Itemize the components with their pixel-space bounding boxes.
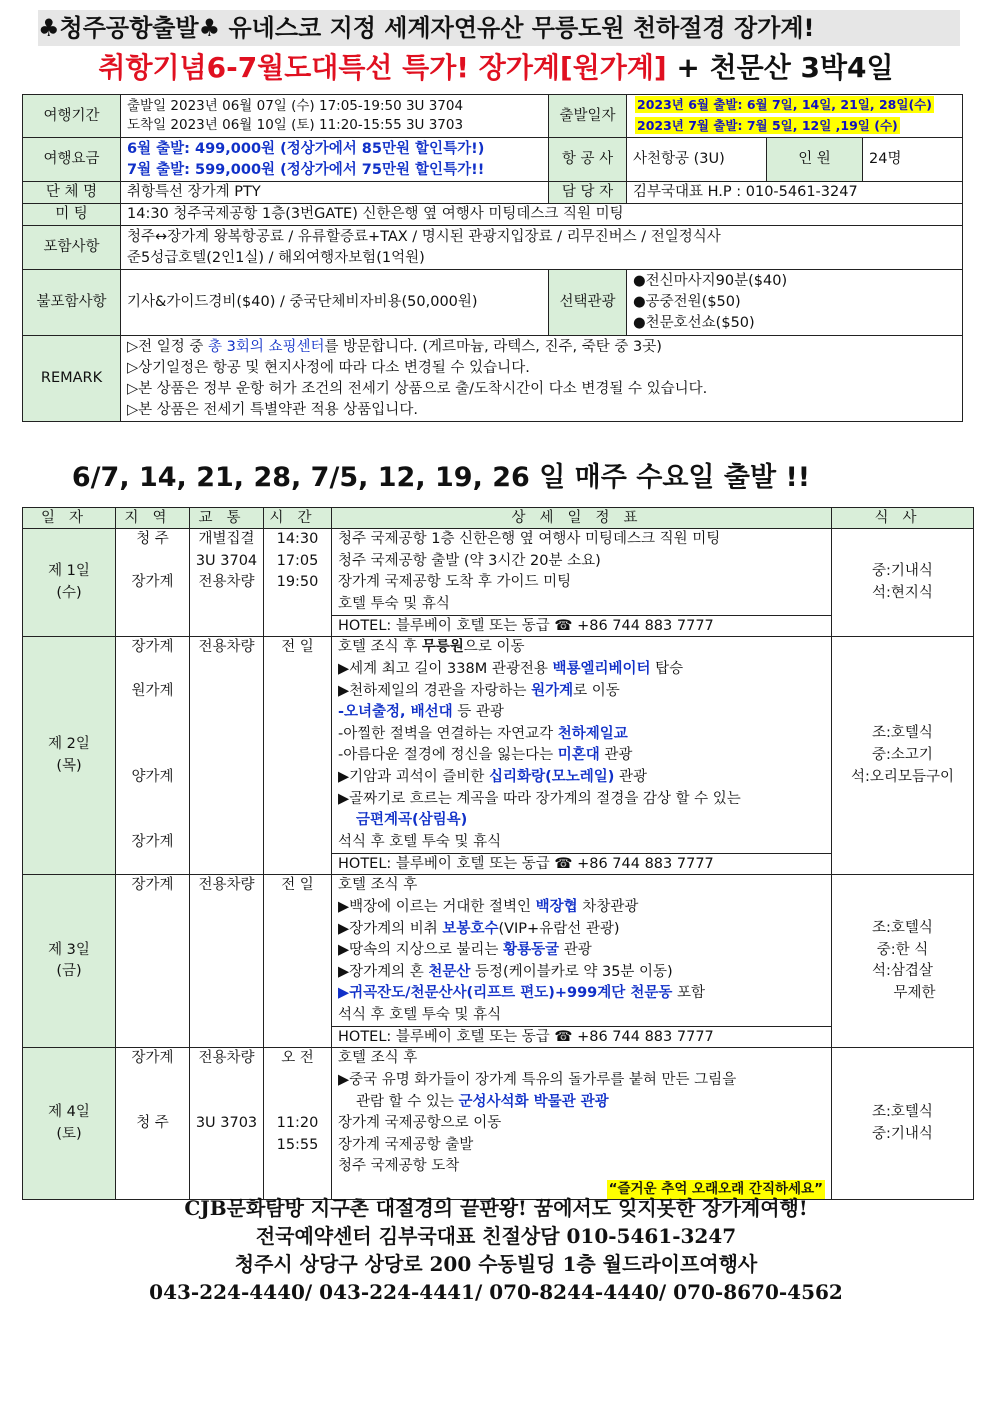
- footer-line2: 전국예약센터 김부국대표 친절상담 010-5461-3247: [255, 1224, 737, 1248]
- depdate-july: 2023년 7월 출발: 7월 5일, 12일 ,19일 (수): [637, 118, 898, 133]
- trip-info-table: [22, 94, 963, 422]
- day2-time: 전 일: [264, 637, 332, 875]
- day1-hotel: HOTEL: 블루베이 호텔 또는 동급 ☎ +86 744 883 7777: [332, 616, 832, 637]
- closing-quote: “즐거운 추억 오래오래 간직하세요”: [608, 1181, 823, 1198]
- header-meal: 식사: [832, 508, 974, 529]
- opt-item: ●전신마사지90분($40): [633, 273, 788, 289]
- day2-regions: 장가계 원가계 양가계 장가계: [116, 637, 190, 875]
- people-label: 인 원: [767, 138, 863, 182]
- depdate-june: 2023년 6월 출발: 6월 7일, 14일, 21일, 28일(수): [637, 97, 932, 112]
- day3-time: 전 일: [264, 875, 332, 1048]
- airline-value: 사천항공 (3U): [627, 138, 767, 182]
- footer-line3: 청주시 상당구 상당로 200 수동빌딩 1층 월드라이프여행사: [234, 1252, 758, 1276]
- opt-label: 선택관광: [549, 270, 627, 336]
- remark-line1: ▷전 일정 중 총 3회의 쇼핑센터를 방문합니다. (게르마늄, 라텍스, 진주, 죽탄 중 3곳): [127, 338, 662, 355]
- price-july: 7월 출발: 599,000원 (정상가에서 75만원 할인특가!!: [127, 161, 485, 178]
- incl-line2: 준5성급호텔(2인1실) / 해외여행자보험(1억원): [127, 249, 425, 266]
- manager-value: 김부국대표 H.P : 010-5461-3247: [627, 182, 963, 204]
- day3-hotel: HOTEL: 블루베이 호텔 또는 동급 ☎ +86 744 883 7777: [332, 1027, 832, 1048]
- day4-regions: 장가계 청 주: [116, 1048, 190, 1200]
- title-black: + 천문산 3박4일: [666, 51, 894, 84]
- day4-meals: 조:호텔식 중:기내식: [832, 1048, 974, 1200]
- day4-details: 호텔 조식 후 ▶중국 유명 화가들이 장가계 특유의 돌가루를 붙혀 만든 그림을 관람 할 수 있는 군성사석화 박물관 관광 장가계 국제공항으로 이동 장가계 국제공항 출발 청주 국제공항 도착 “즐거운 추억 오래오래 간직하세요”: [332, 1048, 832, 1200]
- itinerary-header-row: [23, 508, 974, 529]
- incl-label: 포함사항: [23, 226, 121, 270]
- group-label: 단 체 명: [23, 182, 121, 204]
- header-time: 시간: [264, 508, 332, 529]
- day1-label: 제 1일 (수): [23, 529, 116, 637]
- day4-label: 제 4일 (토): [23, 1048, 116, 1200]
- period-line1: 출발일 2023년 06월 07일 (수) 17:05-19:50 3U 3704: [127, 98, 464, 114]
- day3-region: 장가계: [116, 875, 190, 1048]
- day4-row: [23, 1048, 974, 1200]
- day3-meals: 조:호텔식 중:한 식 석:삼겹살 무제한: [832, 875, 974, 1048]
- day3-transport: 전용차량: [190, 875, 264, 1048]
- title-line-1: ♣청주공항출발♣ 유네스코 지정 세계자연유산 무릉도원 천하절경 장가계!: [38, 10, 960, 46]
- day1-details: 청주 국제공항 1층 신한은행 옆 여행사 미팅데스크 직원 미팅 청주 국제공항 출발 (약 3시간 20분 소요) 장가계 국제공항 도착 후 가이드 미팅 호텔 투숙 및 휴식: [332, 529, 832, 616]
- day2-hotel: HOTEL: 블루베이 호텔 또는 동급 ☎ +86 744 883 7777: [332, 854, 832, 875]
- opt-cell: [627, 270, 963, 336]
- airline-label: 항 공 사: [549, 138, 627, 182]
- depdate-label: 출발일자: [549, 95, 627, 138]
- day2-label: 제 2일 (목): [23, 637, 116, 875]
- period-label: 여행기간: [23, 95, 121, 138]
- remark-line2: ▷상기일정은 항공 및 현지사정에 따라 다소 변경될 수 있습니다.: [127, 359, 530, 376]
- price-cell: [121, 138, 549, 182]
- header-day: 일자: [23, 508, 116, 529]
- title-line-2: [0, 46, 992, 90]
- day2-transport: 전용차량: [190, 637, 264, 875]
- incl-line1: 청주↔장가계 왕복항공료 / 유류할증료+TAX / 명시된 관광지입장료 / 리무진버스 / 전일정식사: [127, 228, 721, 245]
- day4-transport: 전용차량 3U 3703: [190, 1048, 264, 1200]
- excl-value: 기사&가이드경비($40) / 중국단체비자비용(50,000원): [121, 270, 549, 336]
- opt-item: ●천문호선쇼($50): [633, 315, 755, 331]
- day1-transport: 개별집결 3U 3704 전용차량: [190, 529, 264, 637]
- price-label: 여행요금: [23, 138, 121, 182]
- footer-phones: 043-224-4440/ 043-224-4441/ 070-8244-4440/ 070-8670-4562: [149, 1280, 843, 1304]
- title-red: 취항기념6-7월도대특선 특가! 장가계[원가계]: [98, 51, 667, 84]
- group-value: 취항특선 장가계 PTY: [121, 182, 549, 204]
- period-line2: 도착일 2023년 06월 10일 (토) 11:20-15:55 3U 3703: [127, 117, 464, 133]
- remark-label: REMARK: [23, 336, 121, 422]
- footer-line1: CJB문화탐방 지구촌 대절경의 끝판왕! 꿈에서도 잊지못한 장가계여행!: [184, 1196, 808, 1220]
- day2-meals: 조:호텔식 중:소고기 석:오리모듬구이: [832, 637, 974, 875]
- people-value: 24명: [863, 138, 963, 182]
- day3-row: [23, 875, 974, 1027]
- meeting-value: 14:30 청주국제공항 1층(3번GATE) 신한은행 옆 여행사 미팅데스크 직원 미팅: [121, 204, 963, 226]
- day3-label: 제 3일 (금): [23, 875, 116, 1048]
- day1-regions: 청 주 장가계: [116, 529, 190, 637]
- period-cell: [121, 95, 549, 138]
- itinerary-table: [22, 507, 974, 1200]
- price-june: 6월 출발: 499,000원 (정상가에서 85만원 할인특가!): [127, 140, 485, 157]
- day2-details: 호텔 조식 후 무릉원으로 이동 ▶세계 최고 길이 338M 관광전용 백룡엘리베이터 탑승 ▶천하제일의 경관을 자랑하는 원가계로 이동 -오녀출정, 배선대 등 관광 -아찔한 절벽을 연결하는 자연교각 천하제일교 -아름다운 절경에 정신을 잃는다는 미혼대 관광 ▶기암과 괴석이 즐비한 십리화랑(모노레일) 관광 ▶골짜기로 흐르는 계곡을 따라 장가계의 절경을 감상 할 수 있는 금편계곡(삼림욕) 석식 후 호텔 투숙 및 휴식: [332, 637, 832, 854]
- manager-label: 담 당 자: [549, 182, 627, 204]
- day4-times: 오 전 11:20 15:55: [264, 1048, 332, 1200]
- opt-item: ●공중전원($50): [633, 294, 741, 310]
- excl-label: 불포함사항: [23, 270, 121, 336]
- day2-row: [23, 637, 974, 854]
- header-detail: 상세일정표: [332, 508, 832, 529]
- meeting-label: 미 팅: [23, 204, 121, 226]
- day1-times: 14:30 17:05 19:50: [264, 529, 332, 637]
- day3-details: 호텔 조식 후 ▶백장에 이르는 거대한 절벽인 백장협 차창관광 ▶장가계의 비취 보봉호수(VIP+유람선 관광) ▶땅속의 지상으로 불리는 황룡동굴 관광 ▶장가계의 혼 천문산 등정(케이블카로 약 35분 이동) ▶귀곡잔도/천문산사(리프트 편도)+999계단 천문동 포함 석식 후 호텔 투숙 및 휴식: [332, 875, 832, 1027]
- departure-banner: 6/7, 14, 21, 28, 7/5, 12, 19, 26 일 매주 수요일 출발 !!: [71, 462, 811, 493]
- incl-cell: [121, 226, 963, 270]
- header-transport: 교통: [190, 508, 264, 529]
- header-region: 지역: [116, 508, 190, 529]
- remark-line3: ▷본 상품은 정부 운항 허가 조건의 전세기 상품으로 출/도착시간이 다소 변경될 수 있습니다.: [127, 380, 708, 397]
- day1-meals: 중:기내식 석:현지식: [832, 529, 974, 637]
- remark-cell: [121, 336, 963, 422]
- day1-row: [23, 529, 974, 616]
- depdate-cell: [627, 95, 963, 138]
- remark-line4: ▷본 상품은 전세기 특별약관 적용 상품입니다.: [127, 401, 418, 418]
